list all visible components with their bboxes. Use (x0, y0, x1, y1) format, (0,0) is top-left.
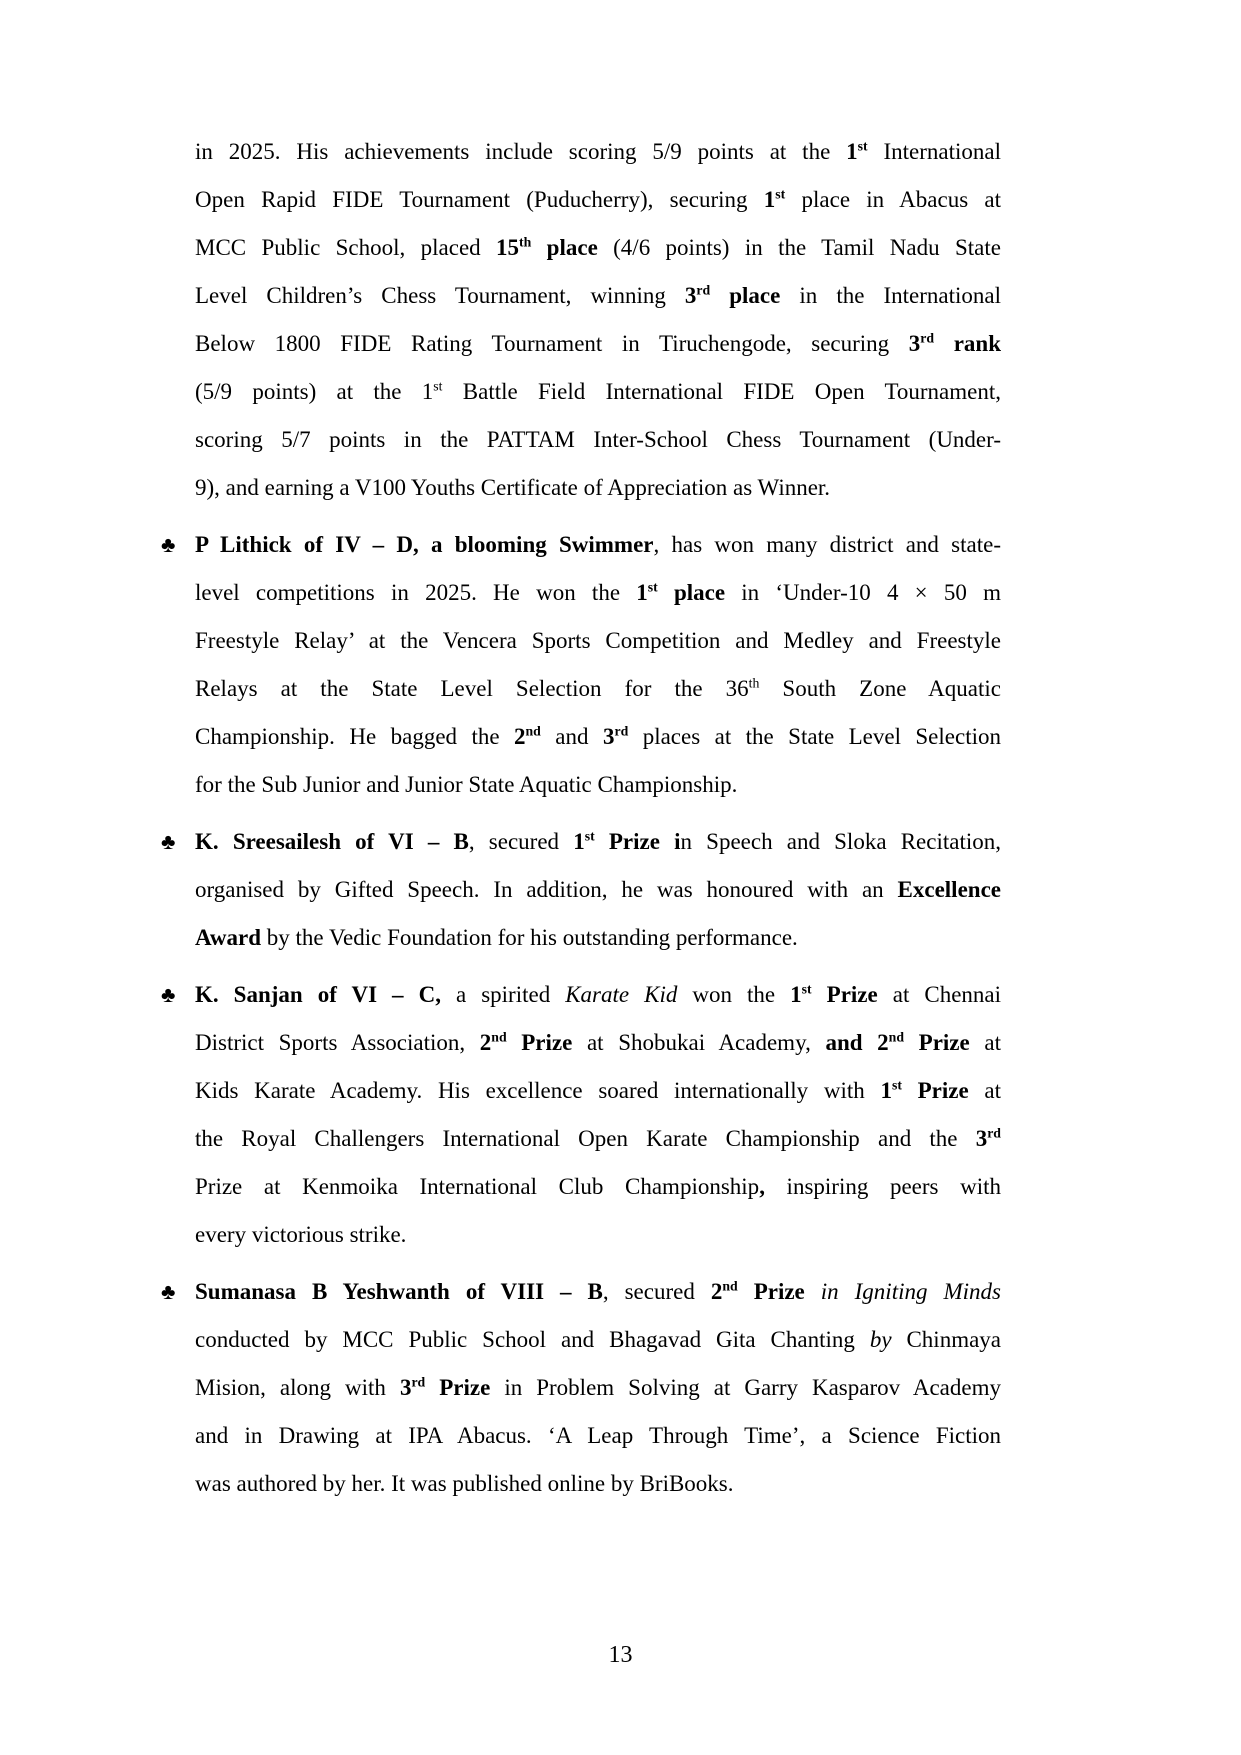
text-segment: 3 (602, 724, 615, 749)
text-segment: Award (195, 925, 262, 950)
text-segment: st (891, 1077, 902, 1093)
text-segment: Prize (737, 1279, 805, 1304)
text-segment: rd (987, 1125, 1001, 1141)
text-segment: th (748, 675, 760, 691)
text-line (195, 1019, 1001, 1067)
text-segment: at Chennai (877, 982, 1002, 1007)
text-segment: K. Sanjan of VI – C, (195, 982, 441, 1007)
text-segment: n Speech and Sloka Recitation, (680, 829, 1001, 854)
text-segment: Level Children’s Chess Tournament, winning (195, 283, 685, 308)
text-segment: by the Vedic Foundation for his outstanding performance. (261, 925, 798, 950)
text-segment: was authored by her. It was published online by BriBooks. (195, 1471, 734, 1496)
text-segment: by (869, 1327, 892, 1352)
text-segment: Excellence (897, 877, 1001, 902)
text-segment: in the International (780, 283, 1001, 308)
text-segment: 3 (399, 1375, 412, 1400)
text-segment (805, 1279, 821, 1304)
text-segment: District Sports Association, (195, 1030, 480, 1055)
text-line (195, 176, 1001, 224)
text-segment: at (969, 1030, 1001, 1055)
club-bullet-icon: ♣ (161, 982, 176, 1007)
text-segment: scoring 5/7 points in the PATTAM Inter-School Chess Tournament (Under- (195, 427, 1001, 452)
text-segment: (4/6 points) in the Tamil Nadu State (597, 235, 1001, 260)
text-line (195, 128, 1001, 176)
text-segment: st (801, 981, 812, 997)
text-line (195, 1067, 1001, 1115)
text-line (195, 1163, 1001, 1211)
text-segment: Prize (811, 982, 878, 1007)
text-segment: Prize (425, 1375, 491, 1400)
text-segment: level competitions in 2025. He won the (195, 580, 637, 605)
achievement-paragraph (195, 128, 1001, 512)
text-segment: , secured (602, 1279, 711, 1304)
text-segment: 9), and earning a V100 Youths Certificate of Appreciation as Winner. (195, 475, 831, 500)
text-segment: at (968, 1078, 1001, 1103)
text-segment: 2 (479, 1030, 492, 1055)
text-segment: 1 (880, 1078, 892, 1103)
text-segment: K. Sreesailesh of VI – B (195, 829, 469, 854)
text-line (195, 1412, 1001, 1460)
text-segment: Kids Karate Academy. His excellence soared internationally with (195, 1078, 881, 1103)
text-line (195, 617, 1001, 665)
text-segment: Sumanasa B Yeshwanth of VIII – B (195, 1279, 603, 1304)
text-segment: Championship. He bagged the (195, 724, 514, 749)
text-segment: st (584, 828, 595, 844)
text-segment: (5/9 points) at the 1 (195, 379, 434, 404)
text-segment: Karate Kid (565, 982, 678, 1007)
document-body (161, 128, 1002, 1508)
achievement-paragraph (161, 521, 1001, 809)
text-line (195, 1460, 1001, 1508)
text-segment: rd (920, 330, 935, 346)
text-segment: in 2025. His achievements include scoring 5/9 points at the (195, 139, 847, 164)
text-line (195, 818, 1001, 866)
text-segment: rd (614, 723, 629, 739)
text-segment: nd (525, 723, 541, 739)
text-segment: inspiring peers with (764, 1174, 1001, 1199)
text-segment: Relays at the State Level Selection for the 36 (195, 676, 749, 701)
achievement-paragraph (161, 1268, 1002, 1508)
text-line (195, 368, 1001, 416)
text-segment: st (433, 378, 443, 394)
text-segment: , has won many district and state- (653, 532, 1001, 557)
text-segment: places at the State Level Selection (628, 724, 1001, 749)
text-segment: Prize i (594, 829, 681, 854)
text-line (195, 914, 1001, 962)
page-number: 13 (608, 1642, 633, 1668)
text-segment: Battle Field International FIDE Open Tournament, (442, 379, 1002, 404)
text-segment: in ‘Under-10 4 × 50 m (725, 580, 1001, 605)
text-segment: 2 (710, 1279, 723, 1304)
text-line (195, 713, 1001, 761)
text-segment: place in Abacus at (785, 187, 1001, 212)
text-segment: and in Drawing at IPA Abacus. ‘A Leap Through Time’, a Science Fiction (195, 1423, 1001, 1448)
text-line (195, 569, 1001, 617)
text-segment: MCC Public School, placed (195, 235, 497, 260)
text-segment: the Royal Challengers International Open Karate Championship and the (195, 1126, 976, 1151)
text-segment: place (710, 283, 781, 308)
text-segment: rd (696, 282, 711, 298)
club-bullet-icon: ♣ (161, 1279, 176, 1304)
text-segment: and 2 (825, 1030, 889, 1055)
text-segment: Prize (506, 1030, 573, 1055)
text-segment: st (775, 186, 786, 202)
text-segment: Chinmaya (891, 1327, 1002, 1352)
text-segment: 3 (908, 331, 921, 356)
text-segment: place (531, 235, 598, 260)
text-segment: 3 (975, 1126, 988, 1151)
text-segment: P Lithick of IV – D, a blooming Swimmer (195, 532, 654, 557)
text-segment: 1 (790, 982, 802, 1007)
text-segment: South Zone Aquatic (759, 676, 1001, 701)
text-segment: conducted by MCC Public School and Bhagavad Gita Chanting (195, 1327, 870, 1352)
text-segment: won the (677, 982, 791, 1007)
text-line (195, 1268, 1001, 1316)
text-segment: and (540, 724, 603, 749)
text-line (195, 320, 1001, 368)
text-segment: , secured (468, 829, 574, 854)
text-line (195, 1211, 1001, 1259)
text-segment: 1 (763, 187, 776, 212)
text-segment: Prize (901, 1078, 969, 1103)
text-segment: in Igniting Minds (820, 1279, 1001, 1304)
achievement-paragraph (161, 971, 1002, 1259)
text-segment: nd (888, 1029, 905, 1045)
text-line (195, 224, 1001, 272)
text-segment: Prize (904, 1030, 970, 1055)
text-segment: 15 (496, 235, 520, 260)
text-segment: a spirited (440, 982, 566, 1007)
text-line (195, 866, 1001, 914)
text-line (195, 665, 1001, 713)
text-segment: in Problem Solving at Garry Kasparov Academy (490, 1375, 1001, 1400)
text-line (195, 272, 1001, 320)
text-segment: Mision, along with (195, 1375, 400, 1400)
text-line (195, 1364, 1001, 1412)
text-line (195, 1316, 1001, 1364)
text-segment: place (657, 580, 726, 605)
text-segment: rank (934, 331, 1001, 356)
text-line (195, 521, 1001, 569)
text-segment: 3 (684, 283, 697, 308)
text-segment: Below 1800 FIDE Rating Tournament in Tiruchengode, securing (195, 331, 909, 356)
club-bullet-icon: ♣ (161, 532, 176, 557)
text-line (195, 761, 1001, 809)
text-line (195, 464, 1001, 512)
text-segment: at Shobukai Academy, (572, 1030, 826, 1055)
text-segment: 1 (636, 580, 648, 605)
text-segment: nd (491, 1029, 507, 1045)
text-line (195, 1115, 1001, 1163)
text-segment: Prize at Kenmoika International Club Championship (195, 1174, 760, 1199)
text-segment: International (867, 139, 1001, 164)
text-segment: for the Sub Junior and Junior State Aquatic Championship. (195, 772, 738, 797)
text-line (195, 416, 1001, 464)
text-segment: every victorious strike. (195, 1222, 407, 1247)
text-segment: , (759, 1174, 765, 1199)
achievement-paragraph (161, 818, 1001, 962)
text-segment: Open Rapid FIDE Tournament (Puducherry), securing (195, 187, 764, 212)
text-segment: st (857, 138, 868, 154)
text-line (195, 971, 1001, 1019)
text-segment: 1 (846, 139, 858, 164)
text-segment: th (519, 234, 532, 250)
text-segment: rd (411, 1374, 426, 1390)
text-segment: organised by Gifted Speech. In addition, he was honoured with an (195, 877, 898, 902)
text-segment: Freestyle Relay’ at the Vencera Sports Competition and Medley and Freestyle (195, 628, 1001, 653)
text-segment: nd (722, 1278, 738, 1294)
club-bullet-icon: ♣ (161, 829, 176, 854)
text-segment: st (647, 579, 658, 595)
text-segment: 2 (514, 724, 526, 749)
text-segment: 1 (573, 829, 585, 854)
